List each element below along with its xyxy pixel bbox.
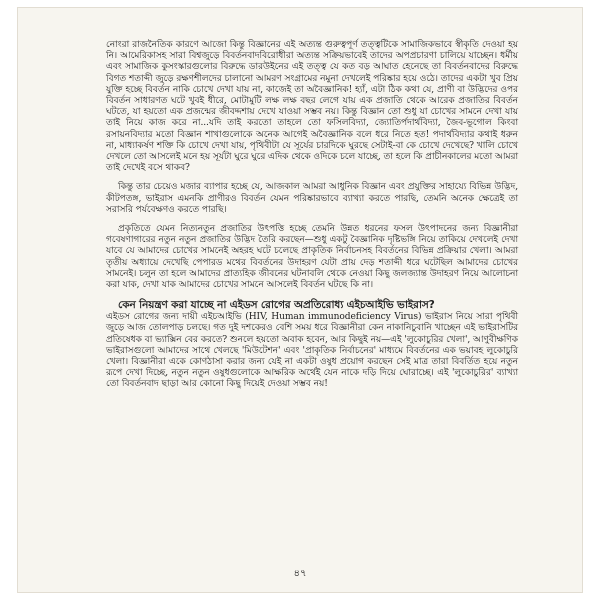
page-number: ৪৭ xyxy=(293,568,307,579)
section-heading: কেন নিয়ন্ত্রণ করা যাচ্ছে না এইডস রোগের অপ্রতিরোধ্য এইচআইভি ভাইরাস? xyxy=(118,299,435,312)
paragraph: কিন্তু তার চেয়েও মজার ব্যাপার হচ্ছে যে, আজকাল আমরা আধুনিক বিজ্ঞান এবং প্রযুক্তির সাহায্যে বিভিন্ন উদ্ভিদ, কীটপতঙ্গ, ভাইরাস এমনকি প্রাণীরও বিবর্তন যেমন পরিষ্কারভাবে ব্যাখ্যা করতে পারছি, তেমনি অনেক ক্ষেত্রেই তা সরাসরি পর্যবেক্ষণও করতে পারছি। xyxy=(106,182,518,215)
paragraph: এইডস রোগের জন্য দায়ী এইচআইভি (HIV, Human immunodeficiency Virus) ভাইরাস নিয়ে সারা পৃথিবী জুড়ে আজ তোলপাড় চলছে। গত দুই দশকেরও বেশি সময় ধরে বিজ্ঞানীরা কেন নাকানিচুবানি খাচ্ছেন এই ভাইরাসটির প্রতিষেধক বা ভ্যাক্সিন বের করতে? শুনলে হয়তো অবাক হবেন, আর কিছুই নয়—এই 'লুকোচুরির খেলা', আণুবীক্ষণিক ভাইরাসগুলো আমাদের সাথে খেলছে 'মিউটেশন' এবং 'প্রাকৃতিক নির্বাচনের' মাধ্যমে বিবর্তনের এক ভয়াবহ লুকোচুরি খেলা। বিজ্ঞানীরা একে কোণঠাসা করার জন্য যেই না একটা ওষুধ প্রয়োগ করছেন সেই মাত্র তারা বিবর্তিত হয়ে নতুন রূপে দেখা দিচ্ছে, নতুন নতুন ওষুধগুলোকে আক্ষরিক অর্থেই যেন নাকে দড়ি দিয়ে ঘোরাচ্ছে। এই 'লুকোচুরির' ব্যাখ্যা তো বিবর্তনবাদ ছাড়া আর কোনো কিছু দিয়েই দেওয়া সম্ভব নয়! xyxy=(106,312,518,390)
paragraph: প্রকৃতিতে যেমন নিত্যনতুন প্রজাতির উৎপত্তি হচ্ছে তেমনি উন্নত ধরনের ফসল উৎপাদনের জন্য বিজ্ঞানীরা গবেষণাগারের নতুন নতুন প্রজাতির উদ্ভিদ তৈরি করছেন—শুধু একটু বৈজ্ঞানিক দৃষ্টিভঙ্গি নিয়ে তাকিয়ে দেখলেই দেখা যাবে যে আমাদের চোখের সামনেই অহরহ ঘটে চলেছে প্রাকৃতিক নির্বাচনসহ বিবর্তনের বিভিন্ন প্রক্রিয়ার খেলা। আমরা তৃতীয় অধ্যায়ে দেখেছি পেপারড মথের বিবর্তনের উদাহরণ যেটা প্রায় দেড় শতাব্দী ধরে ঘটেছিল আমাদের চোখের সামনেই। চলুন তা হলে আমাদের প্রাত্যহিক জীবনের ঘটনাবলি থেকে নেওয়া কিছু জলজ্যান্ত উদাহরণ নিয়ে আলোচনা করা যাক, দেখা যাক আমাদের চোখের সামনে আসলেই বিবর্তন ঘটছে কি না। xyxy=(106,224,518,291)
book-page xyxy=(18,8,582,592)
paragraph: নোংরা রাজনৈতিক কারণে আজো কিন্তু বিজ্ঞানের এই অত্যন্ত গুরুত্বপূর্ণ তত্ত্বটিকে সামাজিকভাবে স্বীকৃতি দেওয়া হয় নি। আমেরিকাসহ সারা বিশ্বজুড়ে বিবর্তনবাদবিরোধীরা অত্যন্ত সক্রিয়ভাবেই তাদের অপপ্রচারণা চালিয়ে যাচ্ছেন। ধর্মীয় এবং সামাজিক কুসংস্কারগুলোর বিরুদ্ধে ডারউইনের এই তত্ত্ব যে কত বড় আঘাত হেনেছে তা বিবর্তনবাদের বিরুদ্ধে বিগত শতাব্দী জুড়ে রক্ষণশীলদের চালানো আমরণ সংগ্রামের নমুনা দেখলেই পরিষ্কার হয়ে ওঠে। তাদের একটা খুব প্রিয় যুক্তি হচ্ছে বিবর্তন নাকি চোখে দেখা যায় না, কাজেই তা অবৈজ্ঞানিক! হ্যাঁ, এটা ঠিক কথা যে, প্রাণী বা উদ্ভিদের ওপর বিবর্তন সাধারণত ঘটে খুবই ধীরে, মোটামুটি লক্ষ লক্ষ বছর লেগে যায় এক প্রজাতি থেকে আরেক প্রজাতির বিবর্তন ঘটতে, যা হয়তো এক প্রজন্মের জীবদ্দশায় দেখে যাওয়া সম্ভব নয়। কিন্তু বিজ্ঞান তো শুধু যা চোখের সামনে দেখা যায় তাই নিয়ে কাজ করে না...যদি তাই করতো তাহলে তো ফসিলবিদ্যা, জ্যোতির্পদার্থবিদ্যা, জৈব-ভূগোল কিংবা রসায়নবিদ্যার মতো বিজ্ঞান শাখাগুলোকে অনেক আগেই অবৈজ্ঞানিক বলে ধরে নিতে হত! পদার্থবিদ্যার কথাই ধরুন না, মাধ্যাকর্ষণ শক্তি কি চোখে দেখা যায়, পৃথিবীটা যে সূর্যের চারদিকে ঘুরছে সেটাই-বা কে চোখে দেখেছে? খালি চোখে দেখলে তো আসলেই মনে হয় সূর্যটা ঘুরে ঘুরে এদিক থেকে ওদিকে চলে যাচ্ছে, তা হলে কি প্রাচীনকালের মতো আমরা তাই দেখেই বসে থাকব? xyxy=(106,40,518,174)
body-text xyxy=(106,40,518,391)
